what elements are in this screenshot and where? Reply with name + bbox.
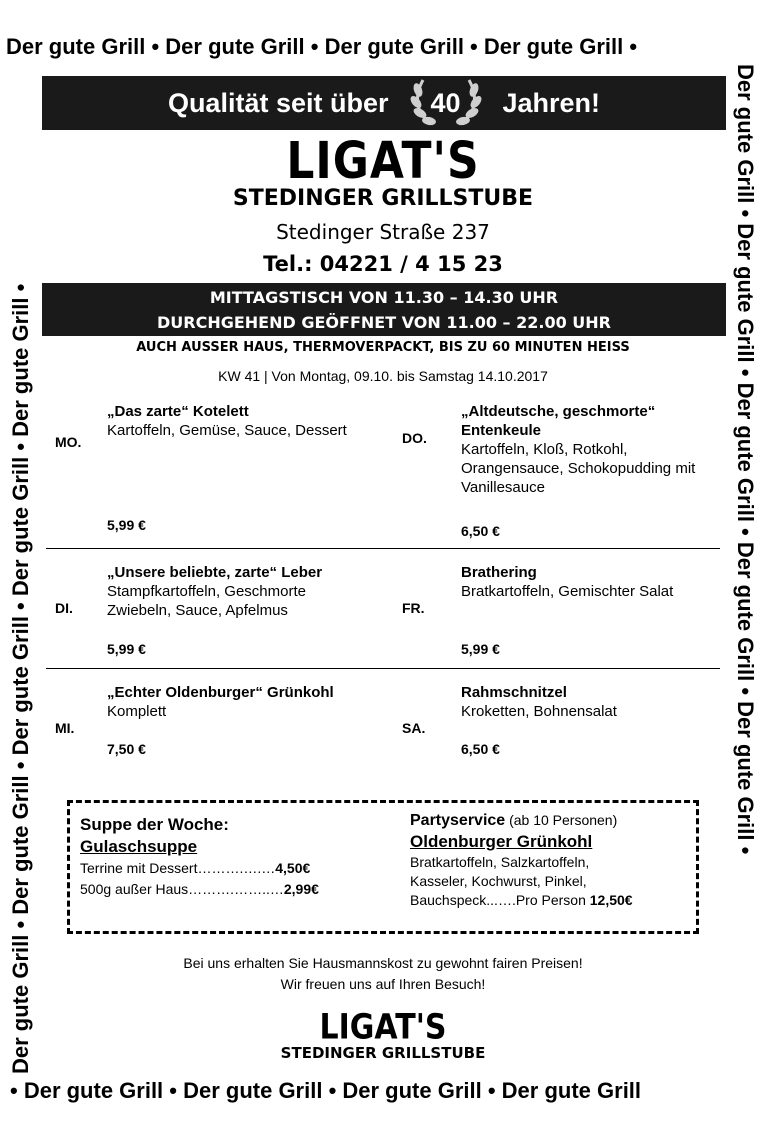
quality-banner [42, 76, 726, 130]
dish-sa [461, 683, 721, 721]
dish-sa-desc: Kroketten, Bohnensalat [461, 703, 617, 720]
price-fr: 5,99 € [461, 641, 500, 657]
address: Stedinger Straße 237 [276, 220, 490, 244]
takeaway-note: AUCH AUSSER HAUS, THERMOVERPACKT, BIS ZU 60 MINUTEN HEISS [136, 340, 630, 355]
day-mi: MI. [55, 720, 75, 736]
border-left [6, 64, 36, 1074]
soup-of-week [80, 815, 380, 899]
party-line2: Kasseler, Kochwurst, Pinkel, [410, 873, 587, 889]
specials-box [67, 800, 699, 934]
price-di: 5,99 € [107, 641, 146, 657]
party-dish-name: Oldenburger Grünkohl [410, 832, 593, 851]
divider [46, 548, 720, 549]
closing-line1: Bei uns erhalten Sie Hausmannskost zu gewohnt fairen Preisen! [183, 955, 583, 971]
party-service [410, 811, 700, 910]
party-price: 12,50€ [589, 892, 633, 908]
banner-left-text: Qualität seit über [167, 87, 389, 118]
price-mo: 5,99 € [107, 517, 146, 533]
hours-open: DURCHGEHEND GEÖFFNET VON 11.00 – 22.00 UHR [157, 313, 611, 332]
dish-di-desc: Stampfkartoffeln, Geschmorte Zwiebeln, Sauce, Apfelmus [107, 583, 306, 619]
dish-mi-title: „Echter Oldenburger“ Grünkohl [107, 684, 334, 701]
week-range: KW 41 | Von Montag, 09.10. bis Samstag 14.10.2017 [218, 368, 548, 384]
soup-row1-price: 4,50€ [275, 860, 311, 876]
border-top-text: Der gute Grill • Der gute Grill • Der gute Grill • Der gute Grill • [6, 34, 638, 59]
price-do: 6,50 € [461, 523, 500, 539]
closing-text [0, 953, 766, 995]
banner-number: 40 [430, 87, 461, 118]
soup-row-terrine [80, 859, 380, 878]
hours-lunch: MITTAGSTISCH VON 11.30 – 14.30 UHR [209, 288, 559, 307]
party-line1: Bratkartoffeln, Salzkartoffeln, [410, 854, 590, 870]
divider [46, 668, 720, 669]
soup-row1-label: Terrine mit Dessert……….….… [80, 860, 276, 876]
border-left-text: Der gute Grill • Der gute Grill • Der gute Grill • Der gute Grill • Der gute Grill • [8, 283, 33, 1074]
dish-fr-desc: Bratkartoffeln, Gemischter Salat [461, 583, 674, 600]
price-sa: 6,50 € [461, 741, 500, 757]
dish-do-title: „Altdeutsche, geschmorte“ Entenkeule [461, 403, 656, 439]
party-heading-note: (ab 10 Personen) [505, 812, 618, 828]
dish-mi [107, 683, 387, 721]
banner-right-text: Jahren! [502, 87, 601, 118]
restaurant-name: LIGAT'S [286, 132, 480, 191]
soup-row2-label: 500g außer Haus……….……..… [80, 881, 284, 897]
dish-do [461, 402, 711, 497]
footer-logo-subtitle: STEDINGER GRILLSTUBE [280, 1044, 486, 1062]
day-do: DO. [402, 430, 427, 446]
closing-line2: Wir freuen uns auf Ihren Besuch! [280, 976, 486, 992]
party-line3: Bauchspeck...….Pro Person [410, 892, 590, 908]
restaurant-subtitle: STEDINGER GRILLSTUBE [232, 186, 534, 211]
footer-logo-name: LIGAT'S [319, 1007, 447, 1048]
opening-hours [42, 283, 726, 336]
dish-mo-title: „Das zarte“ Kotelett [107, 403, 249, 420]
soup-row2-price: 2,99€ [283, 881, 319, 897]
soup-row-takeaway [80, 880, 380, 899]
day-di: DI. [55, 600, 73, 616]
dish-di-title: „Unsere beliebte, zarte“ Leber [107, 564, 323, 581]
border-bottom-text: • Der gute Grill • Der gute Grill • Der gute Grill • Der gute Grill [10, 1078, 642, 1103]
border-right [730, 64, 760, 1074]
dish-sa-title: Rahmschnitzel [461, 684, 567, 701]
soup-name: Gulaschsuppe [80, 837, 198, 856]
day-mo: MO. [55, 434, 82, 450]
dish-mi-desc: Komplett [107, 703, 167, 720]
party-line3-wrap [410, 891, 700, 910]
dish-di [107, 563, 367, 620]
price-mi: 7,50 € [107, 741, 146, 757]
laurel-wreath-icon [403, 76, 489, 130]
day-fr: FR. [402, 600, 425, 616]
dish-mo [107, 402, 367, 440]
dish-fr [461, 563, 721, 601]
party-heading-line [410, 811, 700, 830]
dish-fr-title: Brathering [461, 564, 537, 581]
phone-number: Tel.: 04221 / 4 15 23 [263, 252, 503, 276]
border-right-text: Der gute Grill • Der gute Grill • Der gute Grill • Der gute Grill • Der gute Grill • [733, 64, 758, 855]
dish-do-desc: Kartoffeln, Kloß, Rotkohl, Orangensauce, Schokopudding mit Vanillesauce [461, 441, 696, 496]
dish-mo-desc: Kartoffeln, Gemüse, Sauce, Dessert [107, 422, 347, 439]
soup-heading: Suppe der Woche: [80, 815, 229, 834]
day-sa: SA. [402, 720, 426, 736]
party-heading: Partyservice [410, 812, 506, 829]
